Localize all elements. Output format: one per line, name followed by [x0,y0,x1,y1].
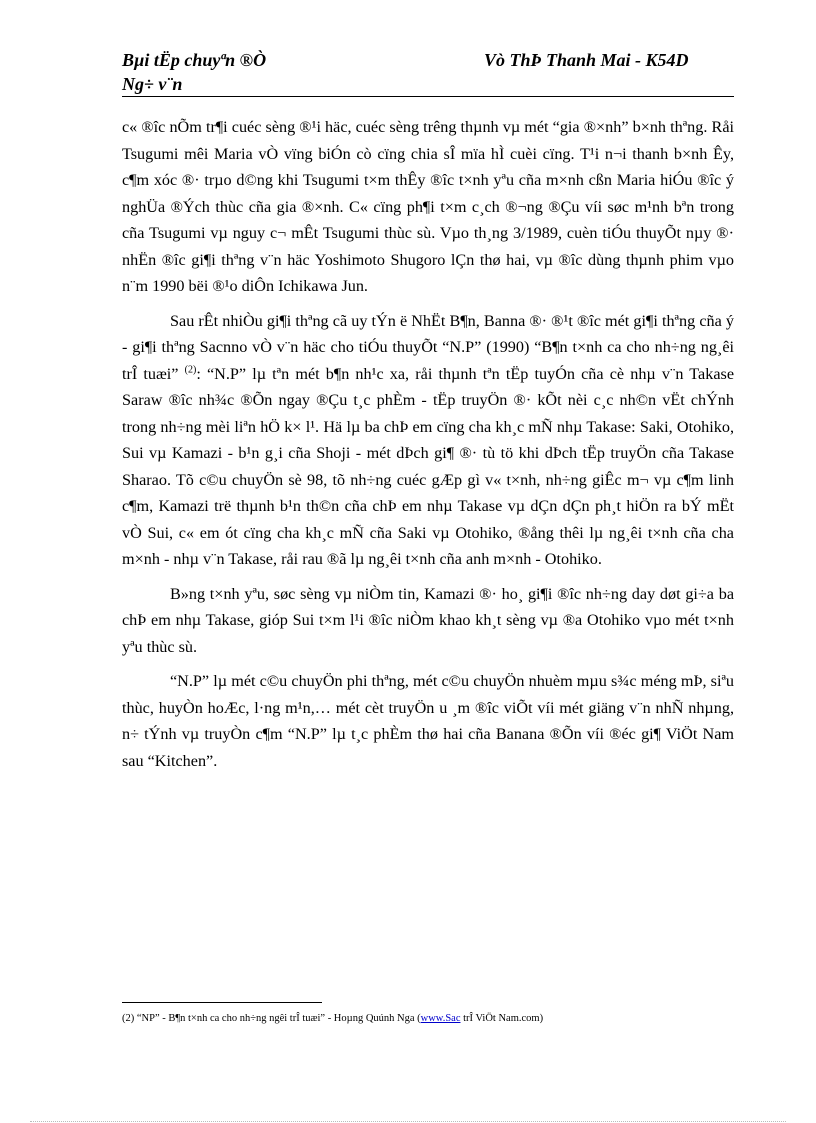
footnote-link[interactable]: www.Sac [420,1013,461,1024]
footnote [122,1012,734,1026]
paragraph-2-text: Sau rÊt nhiÒu gi¶i thªng cã uy tÝn ë NhËt B¶n, Banna ®· ®¹t ®îc mét gi¶i thªng cña ý - gi¶i thªng Sacnno vÒ v¨n häc cho tiÓu thuyÕt “N.P” (1990) “B¶n t×nh ca cho nh÷ng ng¸êi trÎ tuæi” [122,311,734,383]
paragraph-3: B»ng t×nh yªu, søc sèng vµ niÒm tin, Kamazi ®· ho¸ gi¶i ®îc nh÷ng day døt gi÷a ba chÞ em nhµ Takase, gióp Sui t×m l¹i ®îc niÒm khao kh¸t sèng vµ ®a Otohiko vµo mét t×nh yªu thùc sù. [122,584,734,656]
document-body [122,114,734,782]
header-course-line2: Ng÷ v¨n [122,74,183,94]
header-course-line1: Bµi tËp chuyªn ®Ò [122,50,267,70]
footnote-divider [122,1002,322,1003]
paragraph-2-continuation: : “N.P” lµ tªn mét b¶n nh¹c xa, råi thµnh tªn tËp tuyÓn cña cè nhµ v¨n Takase Saraw ®îc nh¾c ®Õn ngay ®Çu t¸c phÈm - tËp truyÖn ®· kÕt nèi c¸c nh©n vËt chÝnh trong nh÷ng mèi liªn hÖ k× l¹. Hä lµ ba chÞ em cïng cha kh¸c mÑ nhµ Takase: Saki, Otohiko, Sui vµ Kamazi - b¹n g¸i cña Shoji - mét dÞch gi¶ ®· tù tö khi dÞch tËp truyÖn cña Takase Sharao. Tõ c©u chuyÖn sè 98, tõ nh÷ng cuéc gÆp gì v« t×nh, nh÷ng giÊc m¬ vµ c¶m linh c¶m, Kamazi trë thµnh b¹n th©n cña chÞ em nhµ Takase vµ dÇn dÇn ph¸t hiÖn ra bÝ mËt vÒ Sui, c« em ót cïng cha kh¸c mÑ cña Saki vµ Otohiko, ®ång thêi lµ ng¸êi t×nh cña cha m×nh - nhµ v¨n Takase, råi rau ®ã lµ ng¸êi t×nh cña anh m×nh - Otohiko. [122,364,735,568]
paragraph-1: c« ®îc nÕm tr¶i cuéc sèng ®¹i häc, cuéc sèng trêng thµnh vµ mét “gia ®×nh” b×nh thªng. Råi Tsugumi mêi Maria vÒ vïng biÓn cò cïng chia sÎ mïa hÌ cuèi cïng. T¹i n¬i thanh b×nh Êy, c¶m xóc ®· trµo d©ng khi Tsugumi t×m thÊy ®îc t×nh yªu cña m×nh cßn Maria hiÓu ®îc ý nghÜa ®Ých thùc cña gia ®×nh. C« cïng ph¶i t×m c¸ch ®¬ng ®Çu víi søc m¹nh bªn trong cña Tsugumi vµ nguy c¬ mÊt Tsugumi thùc sù. Vµo th¸ng 3/1989, cuèn tiÓu thuyÕt nµy ®· nhËn ®îc gi¶i thªng v¨n häc Yoshimoto Shugoro lÇn thø hai, vµ ®îc dùng thµnh phim vµo n¨m 1990 bëi ®¹o diÔn Ichikawa Jun. [122,118,734,295]
footnote-prefix: (2) “NP” - B¶n t×nh ca cho nh÷ng ngêi trÎ tuæi” - Hoµng Quúnh Nga ( [122,1013,421,1024]
page-header [122,48,734,97]
paragraph-2 [122,308,734,573]
header-course-title [122,48,266,96]
page-bottom-edge [30,1121,786,1122]
paragraph-4: “N.P” lµ mét c©u chuyÖn phi thªng, mét c©u chuyÖn nhuèm mµu s¾c méng mÞ, siªu thùc, huyÒn hoÆc, l·ng m¹n,… mét cèt truyÖn u ¸m ®îc viÕt víi mét giäng v¨n nhÑ nhµng, n÷ tÝnh vµ truyÒn c¶m “N.P” lµ t¸c phÈm thø hai cña Banana ®Õn víi ®éc gi¶ ViÖt Nam sau “Kitchen”. [122,672,734,770]
footnote-reference[interactable]: (2) [184,364,197,376]
header-author: Vò ThÞ Thanh Mai - K54D [484,50,689,70]
footnote-suffix: trÎ ViÖt Nam.com) [460,1013,544,1024]
